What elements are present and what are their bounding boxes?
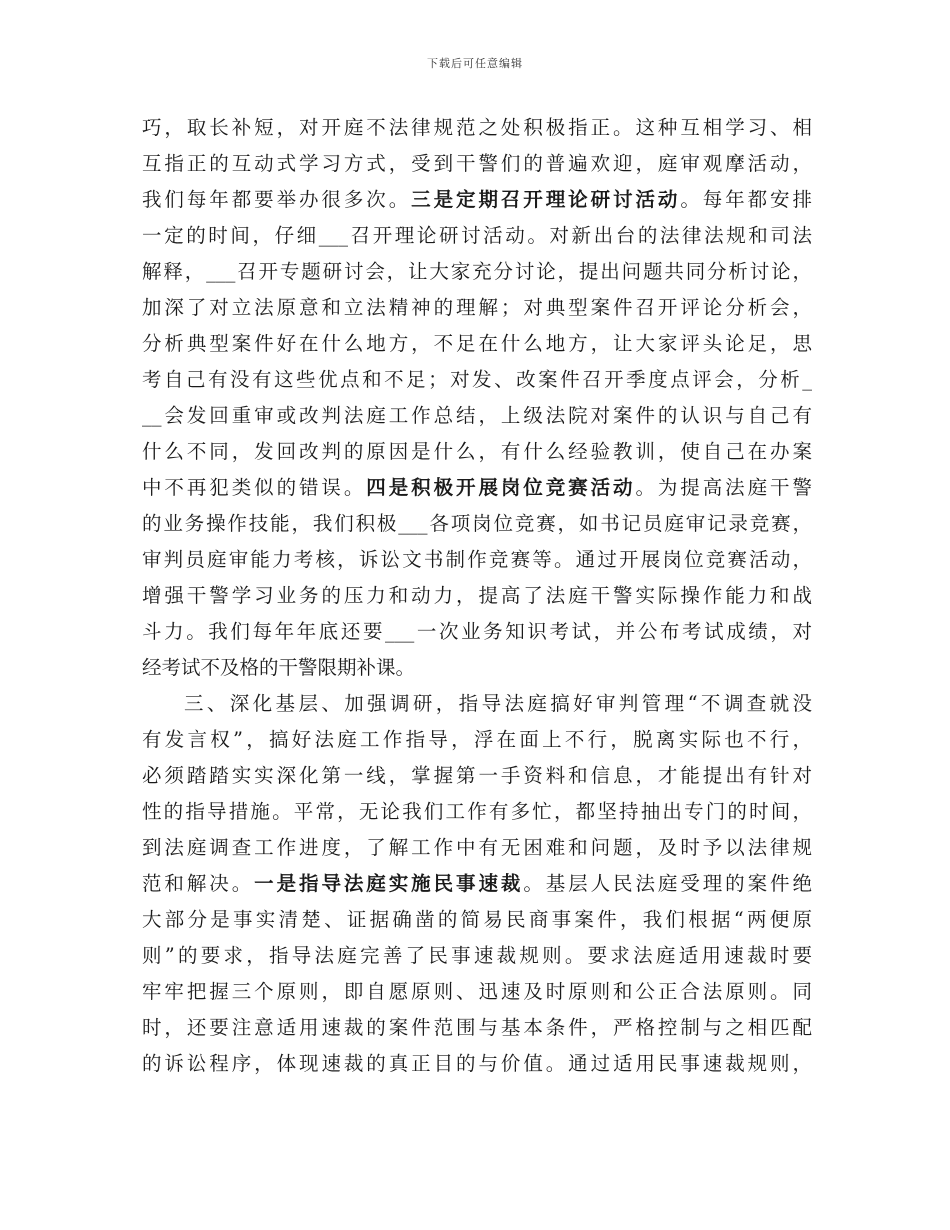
text-line [142, 866, 812, 902]
text-run: 什么不同，发回改判的原因是什么，有什么经验教训，使自己在办案 [142, 440, 812, 463]
text-run: 考自己有没有这些优点和不足；对发、改案件召开季度点评会，分析_ [142, 368, 812, 391]
text-run: 到法庭调查工作进度，了解工作中有无困难和问题，及时予以法律规 [142, 836, 812, 859]
text-line [142, 290, 812, 326]
text-line [142, 830, 812, 866]
text-run: 的诉讼程序，体现速裁的真正目的与价值。通过适用民事速裁规则， [142, 1052, 812, 1075]
text-run: 。基层人民法庭受理的案件绝 [523, 872, 812, 895]
text-line [142, 182, 812, 218]
text-run: 加深了对立法原意和立法精神的理解；对典型案件召开评论分析会， [142, 296, 812, 319]
text-run: 。为提高法庭干警 [635, 476, 812, 499]
text-line [142, 146, 812, 182]
text-run: 解释，___召开专题研讨会，让大家充分讨论，提出问题共同分析讨论， [142, 260, 812, 283]
text-run: 必须踏踏实实深化第一线，掌握第一手资料和信息，才能提出有针对 [142, 764, 812, 787]
text-line [142, 218, 812, 254]
text-line [142, 614, 812, 650]
text-line [142, 974, 812, 1010]
text-line [142, 326, 812, 362]
text-line [142, 254, 812, 290]
text-run: 范和解决。 [142, 872, 255, 895]
text-run: 分析典型案件好在什么地方，不足在什么地方，让大家评头论足，思 [142, 332, 812, 355]
text-run: 审判员庭审能力考核，诉讼文书制作竞赛等。通过开展岗位竞赛活动， [142, 548, 812, 571]
bold-heading-run: 一是指导法庭实施民事速裁 [254, 872, 524, 895]
text-run: 我们每年都要举办很多次。 [142, 188, 412, 211]
text-run: 巧，取长补短，对开庭不法律规范之处积极指正。这种互相学习、相 [142, 116, 812, 139]
text-run: 一定的时间，仔细___召开理论研讨活动。对新出台的法律法规和司法 [142, 224, 812, 247]
text-line [142, 902, 812, 938]
text-line [142, 398, 812, 434]
text-run: 则”的要求，指导法庭完善了民事速裁规则。要求法庭适用速裁时要 [142, 944, 812, 967]
text-line [142, 578, 812, 614]
text-run: 增强干警学习业务的压力和动力，提高了法庭干警实际操作能力和战 [142, 584, 812, 607]
text-line [142, 362, 812, 398]
text-run: 中不再犯类似的错误。 [142, 476, 367, 499]
text-run: 三、深化基层、加强调研，指导法庭搞好审判管理“不调查就没 [184, 692, 812, 715]
text-run: 互指正的互动式学习方式，受到干警们的普遍欢迎，庭审观摩活动， [142, 152, 812, 175]
document-body [142, 110, 812, 1082]
text-run: __会发回重审或改判法庭工作总结，上级法院对案件的认识与自己有 [142, 404, 812, 427]
text-run: 。每年都安排 [680, 188, 812, 211]
bold-heading-run: 三是定期召开理论研讨活动 [411, 188, 681, 211]
text-line [142, 470, 812, 506]
text-run: 经考试不及格的干警限期补课。 [142, 656, 416, 679]
text-run: 时，还要注意适用速裁的案件范围与基本条件，严格控制与之相匹配 [142, 1016, 812, 1039]
text-line [142, 1046, 812, 1082]
text-line [142, 722, 812, 758]
text-line [142, 938, 812, 974]
text-line [142, 542, 812, 578]
text-line [142, 650, 812, 686]
bold-heading-run: 四是积极开展岗位竞赛活动 [366, 476, 636, 499]
page-header: 下载后可任意编辑 [427, 57, 523, 70]
paragraph-start-line [142, 686, 812, 722]
text-line [142, 110, 812, 146]
text-run: 牢牢把握三个原则，即自愿原则、迅速及时原则和公正合法原则。同 [142, 980, 812, 1003]
text-run: 斗力。我们每年年底还要___一次业务知识考试，并公布考试成绩，对 [142, 620, 812, 643]
text-run: 性的指导措施。平常，无论我们工作有多忙，都坚持抽出专门的时间， [142, 800, 812, 823]
text-run: 的业务操作技能，我们积极___各项岗位竞赛，如书记员庭审记录竞赛， [142, 512, 812, 535]
text-line [142, 1010, 812, 1046]
text-line [142, 794, 812, 830]
text-line [142, 434, 812, 470]
text-run: 大部分是事实清楚、证据确凿的简易民商事案件，我们根据“两便原 [142, 908, 812, 931]
text-line [142, 758, 812, 794]
text-line [142, 506, 812, 542]
text-run: 有发言权”，搞好法庭工作指导，浮在面上不行，脱离实际也不行， [142, 728, 812, 751]
